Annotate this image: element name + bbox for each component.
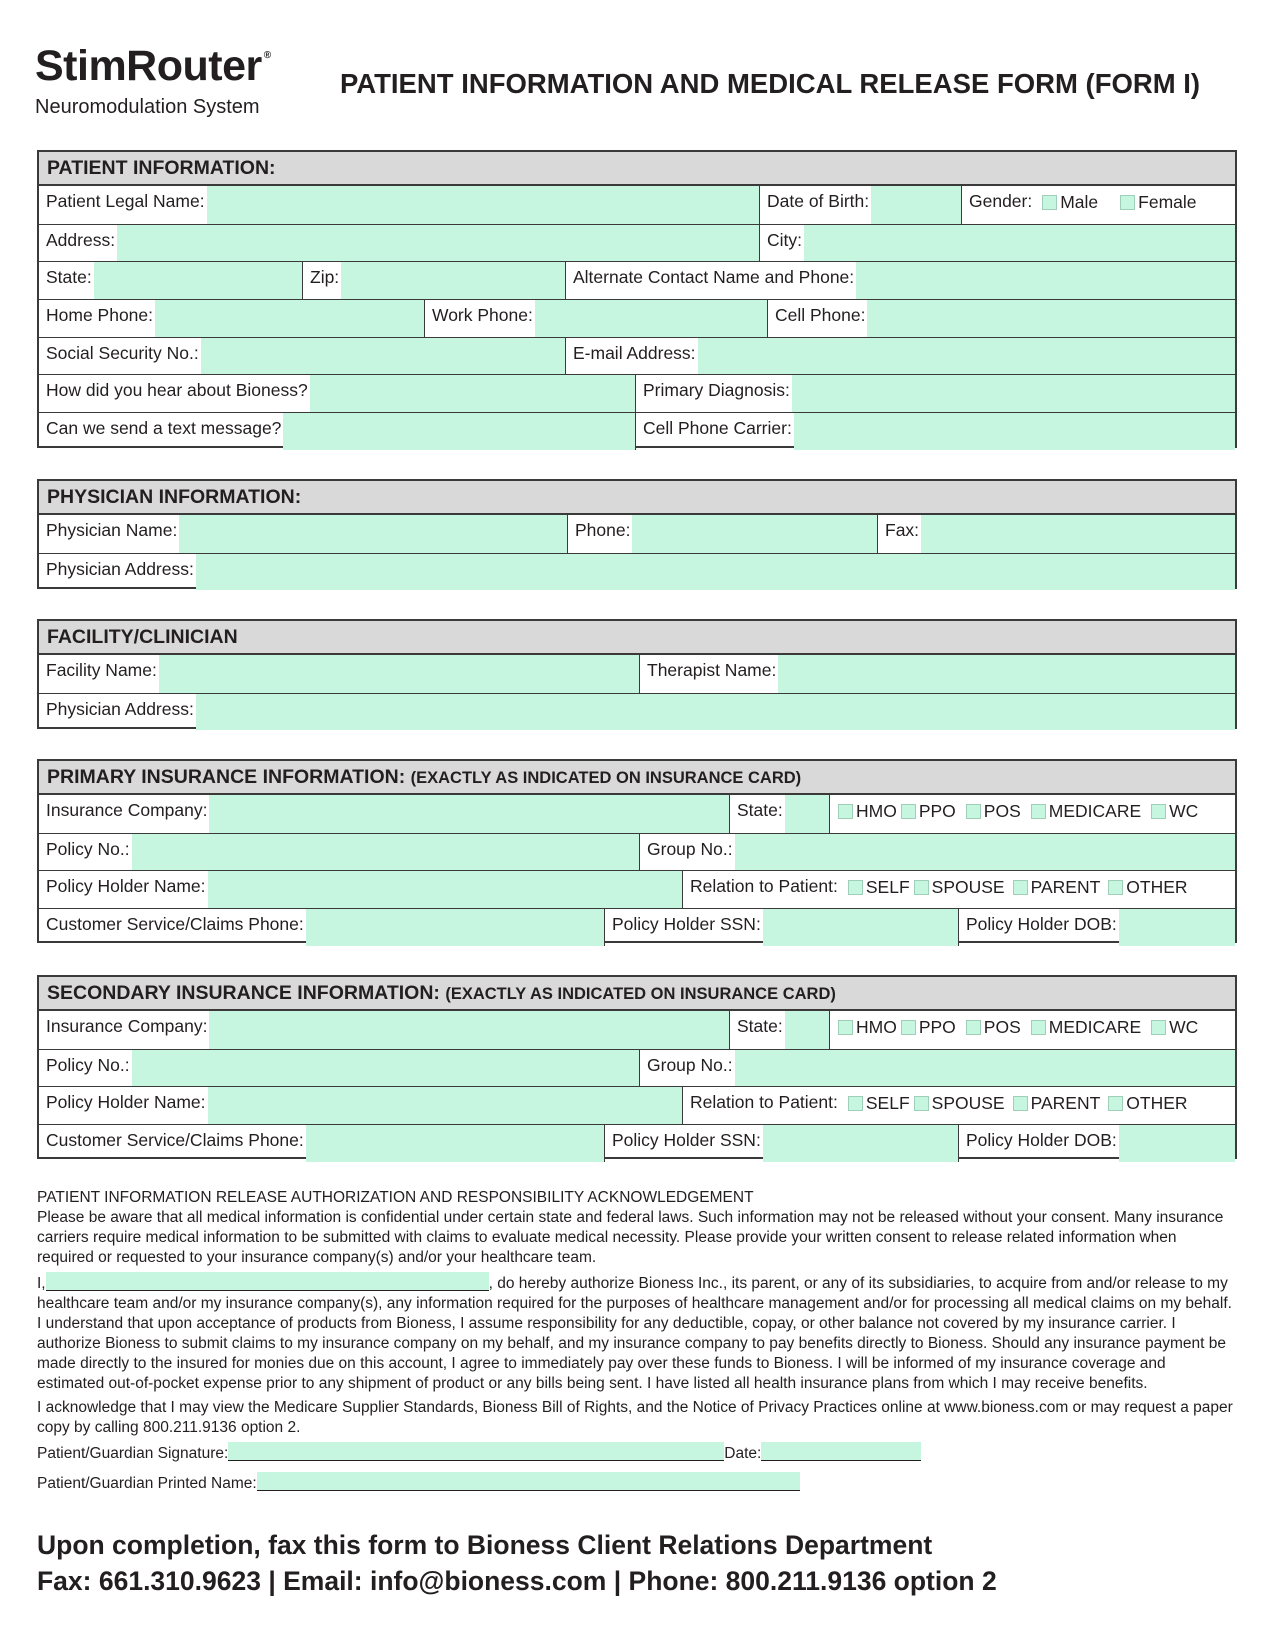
field-label: Can we send a text message? <box>46 418 282 439</box>
page-title: PATIENT INFORMATION AND MEDICAL RELEASE FORM (FORM I) <box>340 68 1201 99</box>
relation-label: SELF <box>865 877 910 898</box>
consent-prefix: I, <box>37 1275 46 1292</box>
field-label: State: <box>737 1016 783 1036</box>
consent-name-field[interactable] <box>46 1272 489 1291</box>
relation-label: OTHER <box>1126 1093 1188 1114</box>
section-subtitle: (EXACTLY AS INDICATED ON INSURANCE CARD) <box>445 985 836 1003</box>
physician-fax-field[interactable] <box>921 515 1235 553</box>
secondary-insurance-section <box>37 975 1237 1159</box>
other-checkbox[interactable] <box>1108 1096 1123 1111</box>
zip-field[interactable] <box>341 262 565 299</box>
section-title: PRIMARY INSURANCE INFORMATION: <box>47 766 406 788</box>
printed-name-line <box>37 1472 1237 1494</box>
footer-contact: Fax: 661.310.9623 | Email: info@bioness.com | Phone: 800.211.9136 option 2 <box>37 1566 997 1596</box>
plan-label: WC <box>1169 1017 1199 1037</box>
field-label: Physician Name: <box>46 520 178 540</box>
logo-subtitle: Neuromodulation System <box>35 96 260 118</box>
medicare-checkbox[interactable] <box>1031 804 1046 819</box>
relation-label: SPOUSE <box>931 1093 1005 1114</box>
pos-checkbox[interactable] <box>966 804 981 819</box>
hear-about-field[interactable] <box>310 375 635 412</box>
facility-name-field[interactable] <box>159 655 639 693</box>
field-label: State: <box>737 800 783 820</box>
logo-text: StimRouter <box>35 42 262 90</box>
signature-date-field[interactable] <box>761 1442 921 1461</box>
relation-label: PARENT <box>1030 1093 1101 1114</box>
field-label: Insurance Company: <box>46 800 208 820</box>
address-field[interactable] <box>117 225 759 262</box>
facility-physician-address-field[interactable] <box>196 694 1235 731</box>
insurance-state-field[interactable] <box>785 1011 829 1049</box>
physician-address-field[interactable] <box>196 554 1235 591</box>
field-label: Policy Holder DOB: <box>966 1130 1117 1151</box>
field-label: Group No.: <box>647 838 733 859</box>
plan-label: MEDICARE <box>1048 801 1142 821</box>
pos-checkbox[interactable] <box>966 1020 981 1035</box>
field-label: State: <box>46 267 92 288</box>
field-label: Social Security No.: <box>46 342 199 363</box>
city-field[interactable] <box>804 225 1235 262</box>
plan-label: POS <box>983 1017 1021 1037</box>
ssn-field[interactable] <box>201 338 565 375</box>
home-phone-field[interactable] <box>155 300 424 337</box>
cell-carrier-field[interactable] <box>794 413 1235 450</box>
signature-line <box>37 1442 1237 1464</box>
male-checkbox[interactable] <box>1042 195 1057 210</box>
female-checkbox[interactable] <box>1120 195 1135 210</box>
work-phone-field[interactable] <box>535 300 767 337</box>
authorization-paragraph: Please be aware that all medical information is confidential under certain state and federal laws. Such information may not be released without your consent. Many insurance carriers require medical information to be submitted with claims to evaluate medical necessity. Please provide your written consent to release related information when required or requested to your insurance company(s) and/or your healthcare team. <box>37 1209 1224 1266</box>
patient-information-section <box>37 150 1237 448</box>
field-label: Physician Address: <box>46 558 194 579</box>
consent-text: , do hereby authorize Bioness Inc., its parent, or any of its subsidiaries, to acquire from and/or release to my healthcare team and/or my insurance company(s), any information required for the purposes of healthcare management and/or for processing all medical claims on my behalf. I understand that upon acceptance of products from Bioness, I assume responsibility for any deductible, copay, or other balance not covered by my insurance carrier. I authorize Bioness to submit claims to my insurance company on my behalf, and my insurance company to pay benefits directly to Bioness. Should any insurance payment be made directly to the insured for monies due on this account, I agree to immediately pay over these funds to Bioness. I will be informed of my insurance coverage and estimated out-of-pocket expense prior to any shipment of product or any bills being sent. I have listed all health insurance plans from which I may receive benefits. <box>37 1275 1232 1392</box>
physician-phone-field[interactable] <box>632 515 877 553</box>
field-label: Policy Holder SSN: <box>612 1130 761 1151</box>
policy-number-field[interactable] <box>132 834 639 871</box>
policy-holder-dob-field[interactable] <box>1119 1125 1235 1162</box>
parent-checkbox[interactable] <box>1013 880 1028 895</box>
field-label: Primary Diagnosis: <box>643 380 790 401</box>
parent-checkbox[interactable] <box>1013 1096 1028 1111</box>
section-heading: PHYSICIAN INFORMATION: <box>39 481 1235 515</box>
acknowledgement-paragraph: I acknowledge that I may view the Medicare Supplier Standards, Bioness Bill of Rights, and the Notice of Privacy Practices online at www.bioness.com or may request a paper copy by calling 800.211.9136 option 2. <box>37 1399 1233 1436</box>
authorization-section <box>37 1188 1237 1494</box>
state-field[interactable] <box>94 262 302 299</box>
relation-label: PARENT <box>1030 877 1101 898</box>
spouse-checkbox[interactable] <box>914 1096 929 1111</box>
relation-label: OTHER <box>1126 877 1188 898</box>
section-heading <box>39 761 1235 795</box>
field-label: Cell Phone Carrier: <box>643 418 792 439</box>
field-label: Policy Holder Name: <box>46 1092 206 1113</box>
insurance-state-field[interactable] <box>785 795 829 833</box>
registered-mark: ® <box>263 50 271 61</box>
policy-holder-dob-field[interactable] <box>1119 909 1235 946</box>
signature-field[interactable] <box>228 1442 724 1461</box>
authorization-heading: PATIENT INFORMATION RELEASE AUTHORIZATION AND RESPONSIBILITY ACKNOWLEDGEMENT <box>37 1189 754 1206</box>
insurance-company-field[interactable] <box>209 795 729 833</box>
policy-holder-name-field[interactable] <box>208 1087 683 1124</box>
field-label: Home Phone: <box>46 305 154 326</box>
field-label: Policy Holder Name: <box>46 876 206 897</box>
plan-label: HMO <box>856 801 897 821</box>
spouse-checkbox[interactable] <box>914 880 929 895</box>
primary-insurance-section <box>37 759 1237 943</box>
female-label: Female <box>1138 192 1197 212</box>
wc-checkbox[interactable] <box>1151 1020 1166 1035</box>
medicare-checkbox[interactable] <box>1031 1020 1046 1035</box>
field-label: Gender: <box>969 191 1033 211</box>
self-checkbox[interactable] <box>848 880 863 895</box>
wc-checkbox[interactable] <box>1151 804 1166 819</box>
relation-label: SELF <box>865 1093 910 1114</box>
field-label: City: <box>767 229 802 250</box>
field-label: Group No.: <box>647 1054 733 1075</box>
section-heading: PATIENT INFORMATION: <box>39 152 1235 186</box>
brand-logo <box>35 42 271 90</box>
printed-name-field[interactable] <box>257 1472 800 1491</box>
printed-name-label: Patient/Guardian Printed Name: <box>37 1475 257 1492</box>
plan-label: WC <box>1169 801 1199 821</box>
field-label: Relation to Patient: <box>690 876 838 897</box>
authorization-consent-paragraph <box>37 1272 1237 1394</box>
field-label: Zip: <box>310 267 340 288</box>
field-label: E-mail Address: <box>573 342 696 363</box>
field-label: Cell Phone: <box>775 305 866 326</box>
group-number-field[interactable] <box>735 834 1235 871</box>
patient-legal-name-field[interactable] <box>207 186 759 224</box>
field-label: Customer Service/Claims Phone: <box>46 914 304 935</box>
self-checkbox[interactable] <box>848 1096 863 1111</box>
field-label: Phone: <box>575 520 631 540</box>
insurance-company-field[interactable] <box>209 1011 729 1049</box>
section-title: SECONDARY INSURANCE INFORMATION: <box>47 982 440 1004</box>
section-heading <box>39 977 1235 1011</box>
field-label: Customer Service/Claims Phone: <box>46 1130 304 1151</box>
field-label: Policy No.: <box>46 1054 130 1075</box>
field-label: How did you hear about Bioness? <box>46 380 308 401</box>
policy-number-field[interactable] <box>132 1050 639 1087</box>
footer-instructions: Upon completion, fax this form to Bioness Client Relations Department <box>37 1530 933 1560</box>
ppo-checkbox[interactable] <box>901 804 916 819</box>
physician-name-field[interactable] <box>179 515 567 553</box>
plan-label: PPO <box>918 1017 956 1037</box>
hmo-checkbox[interactable] <box>838 804 853 819</box>
policy-holder-name-field[interactable] <box>208 871 683 908</box>
field-label: Policy No.: <box>46 838 130 859</box>
plan-label: MEDICARE <box>1048 1017 1142 1037</box>
field-label: Work Phone: <box>432 305 533 326</box>
field-label: Insurance Company: <box>46 1016 208 1036</box>
therapist-name-field[interactable] <box>778 655 1235 693</box>
field-label: Date of Birth: <box>767 191 870 211</box>
plan-label: HMO <box>856 1017 897 1037</box>
field-label: Alternate Contact Name and Phone: <box>573 267 855 288</box>
section-heading: FACILITY/CLINICIAN <box>39 621 1235 655</box>
field-label: Fax: <box>885 520 920 540</box>
claims-phone-field[interactable] <box>306 909 604 946</box>
plan-label: POS <box>983 801 1021 821</box>
claims-phone-field[interactable] <box>306 1125 604 1162</box>
policy-holder-ssn-field[interactable] <box>763 909 958 946</box>
field-label: Relation to Patient: <box>690 1092 838 1113</box>
signature-label: Patient/Guardian Signature: <box>37 1445 229 1462</box>
plan-label: PPO <box>918 801 956 821</box>
field-label: Policy Holder DOB: <box>966 914 1117 935</box>
alternate-contact-field[interactable] <box>856 262 1235 299</box>
male-label: Male <box>1060 192 1099 212</box>
policy-holder-ssn-field[interactable] <box>763 1125 958 1162</box>
ppo-checkbox[interactable] <box>901 1020 916 1035</box>
section-subtitle: (EXACTLY AS INDICATED ON INSURANCE CARD) <box>410 769 802 787</box>
email-field[interactable] <box>698 338 1235 375</box>
field-label: Patient Legal Name: <box>46 191 205 211</box>
field-label: Address: <box>46 229 116 250</box>
facility-clinician-section <box>37 619 1237 729</box>
physician-information-section <box>37 479 1237 589</box>
relation-label: SPOUSE <box>931 877 1005 898</box>
field-label: Physician Address: <box>46 698 194 719</box>
date-of-birth-field[interactable] <box>871 186 961 224</box>
field-label: Policy Holder SSN: <box>612 914 761 935</box>
cell-phone-field[interactable] <box>867 300 1235 337</box>
other-checkbox[interactable] <box>1108 880 1123 895</box>
date-label: Date: <box>724 1445 762 1462</box>
primary-diagnosis-field[interactable] <box>792 375 1235 412</box>
text-message-field[interactable] <box>283 413 635 450</box>
group-number-field[interactable] <box>735 1050 1235 1087</box>
field-label: Therapist Name: <box>647 660 777 680</box>
hmo-checkbox[interactable] <box>838 1020 853 1035</box>
field-label: Facility Name: <box>46 660 157 680</box>
